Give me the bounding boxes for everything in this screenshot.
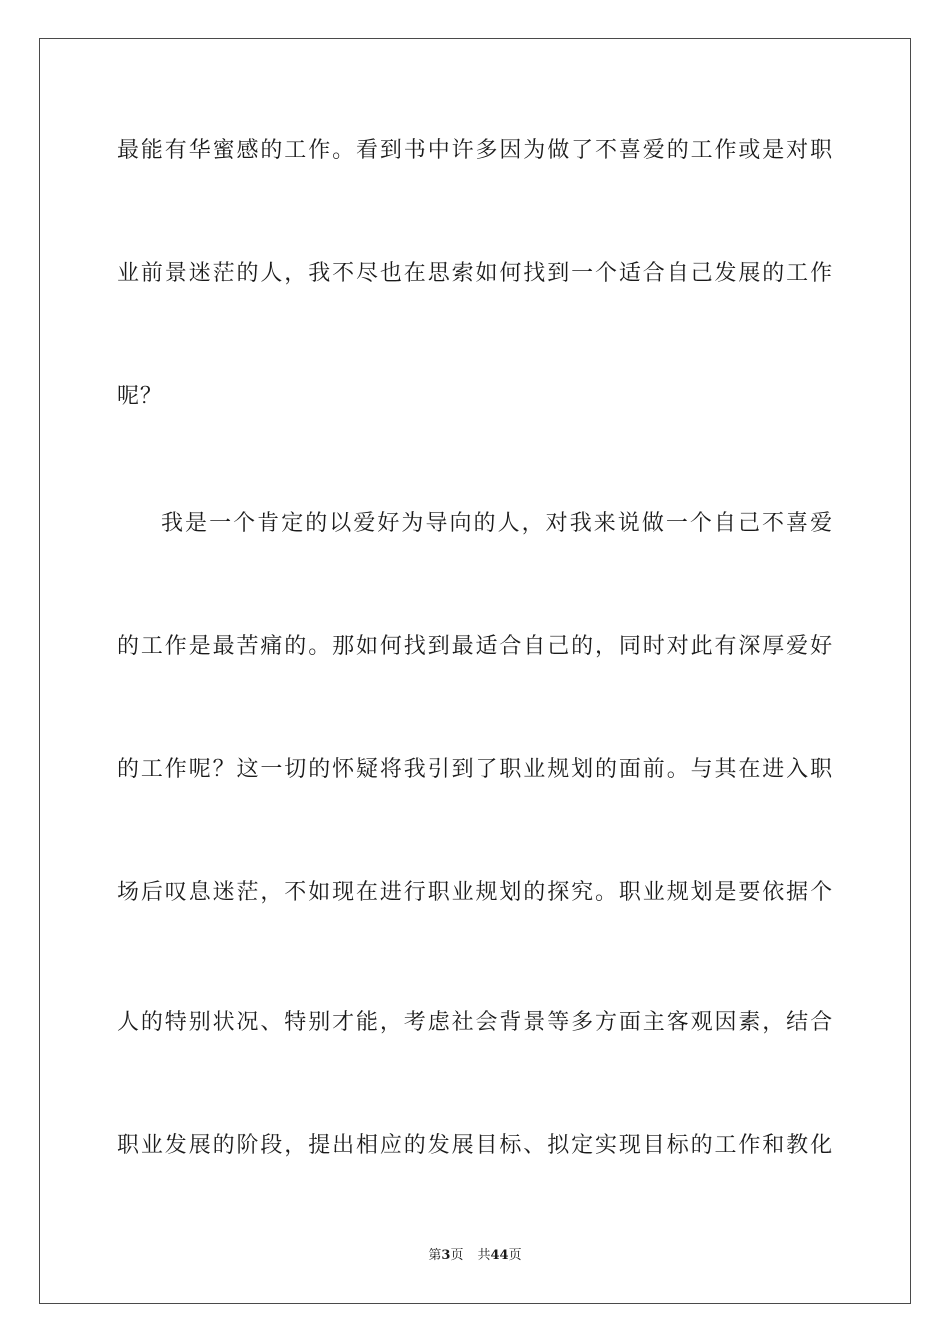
body-line-6: 的工作呢？这一切的怀疑将我引到了职业规划的面前。与其在进入职 xyxy=(117,757,833,782)
page-current: 3 xyxy=(441,1248,451,1263)
body-line-2: 业前景迷茫的人，我不尽也在思索如何找到一个适合自己发展的工作 xyxy=(117,261,833,286)
total-suffix: 页 xyxy=(508,1248,522,1263)
body-line-9: 职业发展的阶段，提出相应的发展目标、拟定实现目标的工作和教化 xyxy=(117,1133,833,1158)
page-total: 44 xyxy=(490,1248,509,1263)
total-prefix: 共 xyxy=(477,1248,491,1263)
body-line-1: 最能有华蜜感的工作。看到书中许多因为做了不喜爱的工作或是对职 xyxy=(117,138,833,163)
body-line-7: 场后叹息迷茫，不如现在进行职业规划的探究。职业规划是要依据个 xyxy=(117,880,833,905)
page-prefix: 第 xyxy=(428,1248,442,1263)
body-line-5: 的工作是最苦痛的。那如何找到最适合自己的，同时对此有深厚爱好 xyxy=(117,634,833,659)
page-suffix: 页 xyxy=(450,1248,464,1263)
page-footer xyxy=(0,1247,950,1265)
body-line-8: 人的特别状况、特别才能，考虑社会背景等多方面主客观因素，结合 xyxy=(117,1010,833,1035)
page-border xyxy=(39,38,911,1304)
body-line-4: 我是一个肯定的以爱好为导向的人，对我来说做一个自己不喜爱 xyxy=(161,511,833,536)
body-line-3: 呢？ xyxy=(117,384,163,409)
